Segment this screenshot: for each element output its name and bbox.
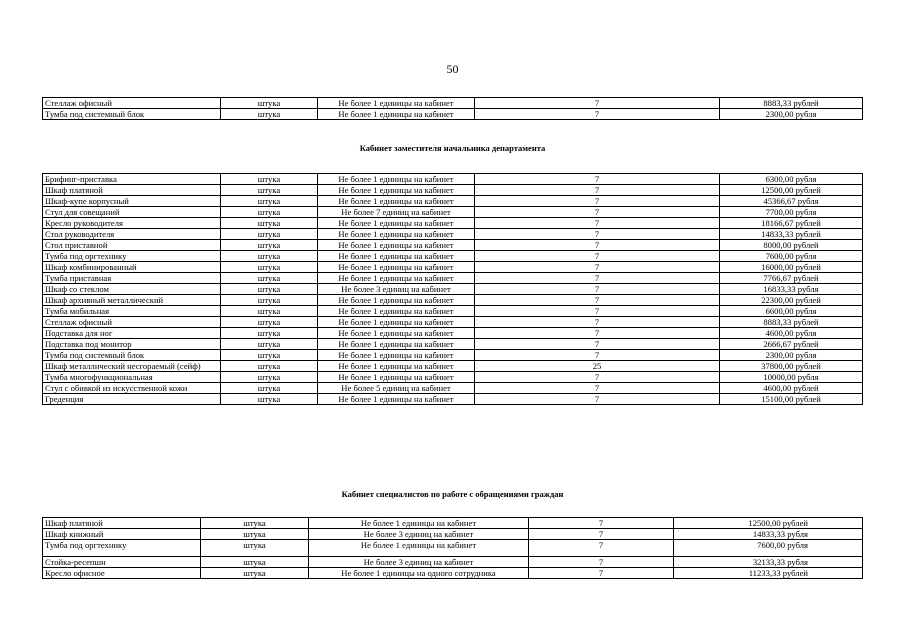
cell-unit: штука: [201, 557, 309, 568]
cell-price: 2300,00 рубля: [720, 109, 863, 120]
cell-unit: штука: [221, 328, 318, 339]
page-number: 50: [446, 62, 459, 76]
cell-price: 7766,67 рублей: [720, 273, 863, 284]
cell-term: 7: [475, 350, 720, 361]
cell-unit: штука: [221, 109, 318, 120]
cell-term: 7: [475, 273, 720, 284]
cell-name: Стеллаж офисный: [43, 317, 221, 328]
cell-name: Тумба под оргтехнику: [43, 540, 201, 557]
cell-term: 25: [475, 361, 720, 372]
cell-name: Подставка под монитор: [43, 339, 221, 350]
cell-name: Стол приставной: [43, 240, 221, 251]
cell-name: Кресло офисное: [43, 568, 201, 579]
cell-limit: Не более 3 единиц на кабинет: [309, 557, 529, 568]
cell-price: 14833,33 рубля: [674, 529, 863, 540]
table-row: [43, 251, 863, 262]
cell-name: Шкаф платяной: [43, 518, 201, 529]
table-row: [43, 273, 863, 284]
cell-price: 4600,00 рублей: [720, 383, 863, 394]
cell-limit: Не более 7 единиц на кабинет: [318, 207, 475, 218]
cell-price: 6300,00 рубля: [720, 174, 863, 185]
cell-limit: Не более 1 единицы на кабинет: [318, 218, 475, 229]
cell-limit: Не более 3 единиц на кабинет: [309, 529, 529, 540]
section-title-citizen-appeals: Кабинет специалистов по работе с обращениями граждан: [341, 489, 564, 499]
cell-unit: штука: [221, 229, 318, 240]
cell-unit: штука: [201, 568, 309, 579]
cell-price: 7600,00 рубля: [720, 251, 863, 262]
cell-unit: штука: [221, 284, 318, 295]
cell-price: 10000,00 рубля: [720, 372, 863, 383]
cell-price: 8883,33 рублей: [720, 98, 863, 109]
table-row: [43, 196, 863, 207]
table-row: [43, 328, 863, 339]
cell-unit: штука: [221, 383, 318, 394]
table-row: [43, 174, 863, 185]
table-row: [43, 240, 863, 251]
cell-term: 7: [475, 229, 720, 240]
cell-term: 7: [475, 196, 720, 207]
table-row: [43, 229, 863, 240]
cell-name: Шкаф-купе корпусный: [43, 196, 221, 207]
furniture-table-continued: [42, 97, 863, 120]
cell-limit: Не более 1 единицы на кабинет: [318, 306, 475, 317]
cell-term: 7: [475, 394, 720, 405]
table-row: [43, 372, 863, 383]
cell-limit: Не более 1 единицы на кабинет: [318, 350, 475, 361]
cell-unit: штука: [221, 196, 318, 207]
cell-term: 7: [475, 207, 720, 218]
table-row: [43, 284, 863, 295]
cell-price: 7700,00 рубля: [720, 207, 863, 218]
cell-unit: штука: [201, 518, 309, 529]
cell-unit: штука: [221, 394, 318, 405]
cell-name: Тумба под системный блок: [43, 109, 221, 120]
cell-unit: штука: [221, 174, 318, 185]
cell-term: 7: [475, 185, 720, 196]
table-row: [43, 361, 863, 372]
cell-name: Тумба мобильная: [43, 306, 221, 317]
cell-term: 7: [529, 557, 674, 568]
cell-term: 7: [475, 372, 720, 383]
table-row: [43, 207, 863, 218]
cell-term: 7: [475, 262, 720, 273]
cell-limit: Не более 1 единицы на кабинет: [318, 372, 475, 383]
table-row: [43, 383, 863, 394]
cell-term: 7: [475, 306, 720, 317]
cell-name: Стойка-ресепшн: [43, 557, 201, 568]
cell-price: 8883,33 рублей: [720, 317, 863, 328]
cell-term: 7: [529, 540, 674, 557]
cell-limit: Не более 1 единицы на кабинет: [309, 518, 529, 529]
cell-limit: Не более 1 единицы на кабинет: [318, 262, 475, 273]
cell-term: 7: [475, 98, 720, 109]
cell-name: Шкаф металлический несгораемый (сейф): [43, 361, 221, 372]
table-row: [43, 218, 863, 229]
cell-term: 7: [475, 174, 720, 185]
cell-price: 37800,00 рублей: [720, 361, 863, 372]
cell-limit: Не более 1 единицы на кабинет: [318, 339, 475, 350]
cell-price: 16833,33 рубля: [720, 284, 863, 295]
cell-term: 7: [475, 295, 720, 306]
cell-price: 18166,67 рублей: [720, 218, 863, 229]
cell-term: 7: [475, 284, 720, 295]
cell-limit: Не более 1 единицы на кабинет: [318, 251, 475, 262]
cell-name: Стеллаж офисный: [43, 98, 221, 109]
table-row: [43, 540, 863, 557]
cell-name: Тумба под оргтехнику: [43, 251, 221, 262]
cell-term: 7: [475, 328, 720, 339]
cell-name: Шкаф архивный металлический: [43, 295, 221, 306]
table-row: [43, 109, 863, 120]
cell-unit: штука: [221, 98, 318, 109]
cell-limit: Не более 1 единицы на кабинет: [318, 185, 475, 196]
cell-unit: штука: [221, 361, 318, 372]
cell-name: Стул с обивкой из искусственной кожи: [43, 383, 221, 394]
cell-name: Тумба приставная: [43, 273, 221, 284]
table-row: [43, 568, 863, 579]
furniture-table-deputy-head: [42, 173, 863, 405]
cell-name: Стул для совещаний: [43, 207, 221, 218]
cell-term: 7: [475, 109, 720, 120]
cell-term: 7: [475, 383, 720, 394]
cell-limit: Не более 1 единицы на кабинет: [318, 229, 475, 240]
cell-name: Тумба многофункциональная: [43, 372, 221, 383]
cell-unit: штука: [221, 262, 318, 273]
cell-unit: штука: [221, 218, 318, 229]
table-row: [43, 339, 863, 350]
cell-unit: штука: [221, 295, 318, 306]
cell-price: 11233,33 рублей: [674, 568, 863, 579]
cell-name: Шкаф комбинированный: [43, 262, 221, 273]
cell-term: 7: [475, 251, 720, 262]
cell-price: 2300,00 рубля: [720, 350, 863, 361]
table-row: [43, 295, 863, 306]
cell-unit: штука: [201, 540, 309, 557]
cell-price: 6600,00 рубля: [720, 306, 863, 317]
cell-price: 7600,00 рубля: [674, 540, 863, 557]
cell-name: Тумба под системный блок: [43, 350, 221, 361]
cell-price: 8000,00 рублей: [720, 240, 863, 251]
cell-unit: штука: [221, 372, 318, 383]
furniture-table-citizen-appeals: [42, 517, 863, 579]
cell-term: 7: [529, 518, 674, 529]
cell-term: 7: [475, 317, 720, 328]
cell-unit: штука: [221, 240, 318, 251]
table-row: [43, 262, 863, 273]
section-title-deputy-head: Кабинет заместителя начальника департамента: [359, 143, 546, 153]
table-row: [43, 529, 863, 540]
cell-name: Шкаф со стеклом: [43, 284, 221, 295]
cell-limit: Не более 1 единицы на кабинет: [309, 540, 529, 557]
cell-name: Брифинг-приставка: [43, 174, 221, 185]
cell-name: Шкаф книжный: [43, 529, 201, 540]
cell-limit: Не более 1 единицы на кабинет: [318, 109, 475, 120]
cell-price: 12500,00 рублей: [674, 518, 863, 529]
cell-name: Греденция: [43, 394, 221, 405]
table-row: [43, 98, 863, 109]
table-row: [43, 557, 863, 568]
cell-term: 7: [529, 529, 674, 540]
table-row: [43, 394, 863, 405]
cell-name: Кресло руководителя: [43, 218, 221, 229]
cell-limit: Не более 1 единицы на одного сотрудника: [309, 568, 529, 579]
cell-price: 14833,33 рублей: [720, 229, 863, 240]
cell-limit: Не более 3 единиц на кабинет: [318, 284, 475, 295]
cell-unit: штука: [201, 529, 309, 540]
cell-limit: Не более 1 единицы на кабинет: [318, 317, 475, 328]
cell-unit: штука: [221, 273, 318, 284]
cell-price: 45366,67 рубля: [720, 196, 863, 207]
cell-name: Шкаф платяной: [43, 185, 221, 196]
cell-unit: штука: [221, 306, 318, 317]
cell-name: Подставка для ног: [43, 328, 221, 339]
cell-limit: Не более 1 единицы на кабинет: [318, 98, 475, 109]
cell-unit: штука: [221, 317, 318, 328]
cell-price: 22300,00 рублей: [720, 295, 863, 306]
cell-limit: Не более 1 единицы на кабинет: [318, 361, 475, 372]
cell-limit: Не более 1 единицы на кабинет: [318, 273, 475, 284]
table-row: [43, 518, 863, 529]
cell-limit: Не более 1 единицы на кабинет: [318, 394, 475, 405]
cell-unit: штука: [221, 350, 318, 361]
cell-name: Стол руководителя: [43, 229, 221, 240]
table-row: [43, 185, 863, 196]
cell-price: 4600,00 рубля: [720, 328, 863, 339]
table-row: [43, 306, 863, 317]
cell-unit: штука: [221, 339, 318, 350]
cell-limit: Не более 1 единицы на кабинет: [318, 174, 475, 185]
table-row: [43, 317, 863, 328]
cell-limit: Не более 1 единицы на кабинет: [318, 328, 475, 339]
cell-term: 7: [475, 339, 720, 350]
cell-term: 7: [475, 218, 720, 229]
cell-price: 15100,00 рублей: [720, 394, 863, 405]
cell-term: 7: [475, 240, 720, 251]
cell-limit: Не более 1 единицы на кабинет: [318, 196, 475, 207]
cell-term: 7: [529, 568, 674, 579]
cell-price: 12500,00 рублей: [720, 185, 863, 196]
cell-price: 32133,33 рубля: [674, 557, 863, 568]
cell-price: 2666,67 рублей: [720, 339, 863, 350]
cell-unit: штука: [221, 207, 318, 218]
cell-unit: штука: [221, 251, 318, 262]
cell-limit: Не более 1 единицы на кабинет: [318, 295, 475, 306]
cell-price: 16000,00 рублей: [720, 262, 863, 273]
cell-limit: Не более 1 единицы на кабинет: [318, 240, 475, 251]
table-row: [43, 350, 863, 361]
cell-unit: штука: [221, 185, 318, 196]
cell-limit: Не более 5 единиц на кабинет: [318, 383, 475, 394]
